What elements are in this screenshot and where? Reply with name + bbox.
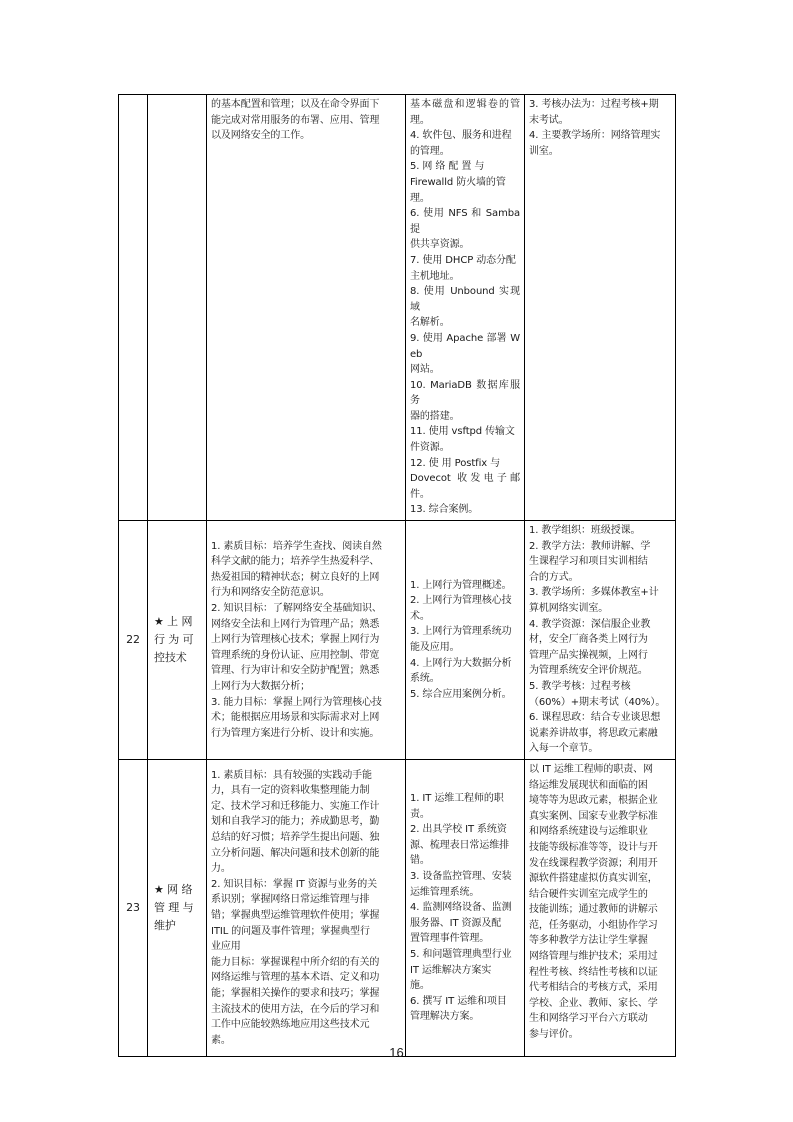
cell-text-line: 5. 教学考核：过程考核 bbox=[529, 680, 631, 692]
cell-text-line: 术。 bbox=[410, 610, 430, 622]
cell-text-line: 行为和网络安全防范意识。 bbox=[211, 587, 330, 599]
cell-text-line: 5. 综合应用案例分析。 bbox=[410, 688, 512, 700]
content-cell bbox=[406, 521, 525, 760]
cell-text-line: 器的搭建。 bbox=[410, 410, 460, 422]
cell-text-line: ITIL 的问题及事件管理；掌握典型行 bbox=[211, 925, 370, 937]
cell-text-line: 5. 和问题管理典型行业 bbox=[410, 948, 512, 960]
cell-text-line: 运维管理系统。 bbox=[410, 886, 480, 898]
cell-text-line: 络运维发展现状和面临的困 bbox=[529, 779, 648, 791]
requirements-cell bbox=[525, 759, 676, 1056]
cell-text-line: 热爱祖国的精神状态；树立良好的上网 bbox=[211, 571, 380, 583]
cell-text-line: 11. 使用 vsftpd 传输文 bbox=[410, 426, 515, 438]
cell-text-line: 4. 监测网络设备、监测 bbox=[410, 902, 512, 914]
cell-text-line: Firewalld 防火墙的管 bbox=[410, 176, 506, 188]
cell-text-line: Dovecot 收发电子邮件。 bbox=[410, 473, 520, 500]
cell-text-line: 4. 教学资源：深信服企业教 bbox=[529, 618, 651, 630]
cell-text-line: 技能等级标准等等，设计与开 bbox=[529, 841, 658, 853]
cell-text-line: 6. 使用 NFS 和 Samba 提 bbox=[410, 208, 520, 235]
course-number-cell: 23 bbox=[119, 759, 148, 1056]
curriculum-table-body bbox=[119, 95, 676, 1057]
cell-text-line: 以及网络安全的工作。 bbox=[211, 130, 310, 142]
cell-text-line: 源软件搭建虚拟仿真实训室， bbox=[529, 873, 658, 885]
cell-text-line: 1. 素质目标：培养学生查找、阅读自然 bbox=[211, 540, 382, 552]
cell-text-line: 能及应用。 bbox=[410, 641, 460, 653]
table-row bbox=[119, 759, 676, 1056]
cell-text-line: 主流技术的使用方法，在今后的学习和 bbox=[211, 1003, 380, 1015]
cell-text-line: 定、技术学习和迁移能力、实施工作计 bbox=[211, 800, 380, 812]
cell-text-line: 8. 使用 Unbound 实现域 bbox=[410, 286, 520, 313]
cell-text-line: 能；掌握相关操作的要求和技巧；掌握 bbox=[211, 987, 380, 999]
cell-text-line: 2. 知识目标：掌握 IT 资源与业务的关 bbox=[211, 878, 378, 890]
content-cell bbox=[406, 759, 525, 1056]
table-row bbox=[119, 521, 676, 760]
cell-text-line: 施。 bbox=[410, 980, 430, 992]
cell-text-line: 网络管理与维护技术；采用过 bbox=[529, 951, 658, 963]
cell-text-line: 错；掌握典型运维管理软件使用；掌握 bbox=[211, 909, 380, 921]
cell-text-line: 发在线课程教学资源；利用开 bbox=[529, 857, 658, 869]
cell-text-line: 材，安全厂商各类上网行为 bbox=[529, 634, 648, 646]
cell-text-line: 生课程学习和项目实训相结 bbox=[529, 556, 648, 568]
cell-text-line: 行 为 可 bbox=[154, 632, 194, 646]
cell-text-line: 入每一个章节。 bbox=[529, 743, 599, 755]
cell-text-line: 网络运维与管理的基本术语、定义和功 bbox=[211, 972, 380, 984]
cell-text-line: 9. 使用 Apache 部署 Web bbox=[410, 332, 520, 360]
cell-text-line: ★ 网 络 bbox=[154, 882, 193, 896]
curriculum-table bbox=[118, 94, 676, 1057]
cell-text-line: 合的方式。 bbox=[529, 571, 579, 583]
cell-text-line: 管理解决方案。 bbox=[410, 1011, 480, 1023]
cell-text-line: 主机地址。 bbox=[410, 270, 460, 282]
cell-text-line: 工作中应能较熟练地应用这些技术元 bbox=[211, 1019, 370, 1031]
cell-text-line: 13. 综合案例。 bbox=[410, 504, 479, 516]
cell-text-line: 名解析。 bbox=[410, 317, 450, 329]
cell-text-line: IT 运维解决方案实 bbox=[410, 964, 492, 976]
cell-text-line: 3. 设备监控管理、安装 bbox=[410, 870, 512, 882]
cell-text-line: 为管理系统安全评价规范。 bbox=[529, 665, 648, 677]
cell-text-line: 4. 上网行为大数据分析 bbox=[410, 657, 512, 669]
cell-text-line: 结合硬件实训室完成学生的 bbox=[529, 888, 648, 900]
cell-text-line: 范，任务驱动，小组协作学习 bbox=[529, 919, 658, 931]
objectives-cell bbox=[207, 759, 406, 1056]
cell-text-line: 6. 撰写 IT 运维和项目 bbox=[410, 995, 507, 1007]
cell-text-line: 代考相结合的考核方式，采用 bbox=[529, 982, 658, 994]
cell-text-line: 3. 考核办法为：过程考核+期 bbox=[529, 99, 659, 110]
cell-text-line: 力。 bbox=[211, 863, 231, 875]
cell-text-line: 1. 教学组织：班级授课。 bbox=[529, 525, 641, 537]
cell-text-line: 以 IT 运维工程师的职责、网 bbox=[529, 763, 653, 775]
cell-text-line: 源、梳理表日常运维排 bbox=[410, 839, 509, 851]
cell-text-line: 维护 bbox=[154, 918, 176, 932]
cell-text-line: 总结的好习惯；培养学生提出问题、独 bbox=[211, 831, 380, 843]
page-number: 16 bbox=[389, 1045, 404, 1060]
cell-text-line: 能力目标：掌握课程中所介绍的有关的 bbox=[211, 956, 380, 968]
cell-text-line: 力，具有一定的资料收集整理能力制 bbox=[211, 785, 370, 797]
cell-text-line: 6. 课程思政：结合专业谈思想 bbox=[529, 712, 661, 724]
cell-text-line: 2. 知识目标：了解网络安全基础知识、 bbox=[211, 603, 382, 614]
course-name-cell bbox=[148, 521, 207, 760]
cell-text-line: 3. 能力目标：掌握上网行为管理核心技 bbox=[211, 696, 382, 708]
cell-text-line: 参与评价。 bbox=[529, 1029, 579, 1041]
cell-text-line: 管理系统的身份认证、应用控制、带宽 bbox=[211, 649, 380, 661]
cell-text-line: 基本磁盘和逻辑卷的管理。 bbox=[410, 99, 520, 126]
cell-text-line: ★ 上 网 bbox=[154, 614, 193, 628]
cell-text-line: 上网行为管理核心技术；掌握上网行为 bbox=[211, 634, 380, 646]
cell-text-line: 说素养讲故事，将思政元素融 bbox=[529, 727, 658, 739]
cell-text-line: 网站。 bbox=[410, 364, 440, 376]
course-name-cell bbox=[148, 759, 207, 1056]
cell-text-line: 2. 出具学校 IT 系统资 bbox=[410, 824, 507, 836]
cell-text-line: 2. 上网行为管理核心技 bbox=[410, 595, 512, 607]
cell-text-line: 4. 软件包、服务和进程 bbox=[410, 130, 512, 142]
cell-text-line: 10. MariaDB 数据库服务 bbox=[410, 379, 520, 407]
cell-text-line: 3. 教学场所：多媒体教室+计 bbox=[529, 587, 659, 599]
cell-text-line: 上网行为大数据分析； bbox=[211, 680, 310, 692]
objectives-cell bbox=[207, 95, 406, 521]
cell-text-line: 管理、行为审计和安全防护配置；熟悉 bbox=[211, 665, 380, 677]
cell-text-line: 末考试。 bbox=[529, 114, 569, 126]
cell-text-line: 1. IT 运维工程师的职 bbox=[410, 792, 504, 804]
cell-text-line: 5. 网 络 配 置 与 bbox=[410, 161, 485, 173]
table-row bbox=[119, 95, 676, 521]
course-number-cell: 22 bbox=[119, 521, 148, 760]
cell-text-line: 控技术 bbox=[154, 650, 187, 664]
cell-text-line: 技能训练；通过教师的讲解示 bbox=[529, 904, 658, 916]
content-cell bbox=[406, 95, 525, 521]
objectives-cell bbox=[207, 521, 406, 760]
cell-text-line: 学校、企业、教师、家长、学 bbox=[529, 997, 658, 1009]
cell-text-line: 真实案例、国家专业教学标准 bbox=[529, 810, 658, 822]
cell-text-line: 置管理事件管理。 bbox=[410, 933, 490, 945]
cell-text-line: 的基本配置和管理；以及在命令界面下 bbox=[211, 99, 380, 110]
cell-text-line: 术；能根据应用场景和实际需求对上网 bbox=[211, 712, 380, 724]
cell-text-line: 件资源。 bbox=[410, 442, 450, 454]
cell-text-line: 3. 上网行为管理系统功 bbox=[410, 626, 512, 638]
cell-text-line: 1. 素质目标：具有较强的实践动手能 bbox=[211, 769, 372, 781]
cell-text-line: 系统。 bbox=[410, 673, 440, 685]
cell-text-line: 1. 上网行为管理概述。 bbox=[410, 579, 512, 591]
requirements-cell bbox=[525, 521, 676, 760]
cell-text-line: 错。 bbox=[410, 855, 430, 867]
cell-text-line: （60%）+期末考试（40%）。 bbox=[529, 696, 666, 708]
course-name-cell bbox=[148, 95, 207, 521]
cell-text-line: 4. 主要教学场所：网络管理实 bbox=[529, 130, 661, 142]
cell-text-line: 服务器、IT 资源及配 bbox=[410, 917, 502, 929]
cell-text-line: 划和自我学习的能力；养成勤思考，勤 bbox=[211, 816, 380, 828]
cell-text-line: 网络安全法和上网行为管理产品；熟悉 bbox=[211, 618, 380, 630]
cell-text-line: 和网络系统建设与运维职业 bbox=[529, 826, 648, 838]
cell-text-line: 7. 使用 DHCP 动态分配 bbox=[410, 254, 516, 266]
cell-text-line: 能完成对常用服务的布署、应用、管理 bbox=[211, 114, 380, 126]
cell-text-line: 理。 bbox=[410, 192, 430, 204]
cell-text-line: 行为管理方案进行分析、设计和实施。 bbox=[211, 727, 380, 739]
requirements-cell bbox=[525, 95, 676, 521]
cell-text-line: 境等等为思政元素，根据企业 bbox=[529, 795, 658, 807]
cell-text-line: 立分析问题、解决问题和技术创新的能 bbox=[211, 847, 380, 859]
cell-text-line: 12. 使 用 Postfix 与 bbox=[410, 457, 501, 469]
cell-text-line: 供共享资源。 bbox=[410, 239, 470, 251]
cell-text-line: 2. 教学方法：教师讲解、学 bbox=[529, 540, 651, 552]
cell-text-line: 生和网络学习平台六方联动 bbox=[529, 1013, 648, 1025]
cell-text-line: 责。 bbox=[410, 808, 430, 820]
cell-text-line: 管理产品实操视频，上网行 bbox=[529, 649, 648, 661]
cell-text-line: 系识别；掌握网络日常运维管理与排 bbox=[211, 894, 370, 906]
cell-text-line: 科学文献的能力；培养学生热爱科学、 bbox=[211, 556, 380, 568]
cell-text-line: 的管理。 bbox=[410, 145, 450, 157]
cell-text-line: 训室。 bbox=[529, 145, 559, 157]
course-number-cell bbox=[119, 95, 148, 521]
cell-text-line: 素。 bbox=[211, 1034, 231, 1046]
cell-text-line: 业应用 bbox=[211, 941, 241, 953]
cell-text-line: 程性考核、终结性考核和以证 bbox=[529, 966, 658, 978]
cell-text-line: 管 理 与 bbox=[154, 900, 194, 914]
cell-text-line: 等多种教学方法让学生掌握 bbox=[529, 935, 648, 947]
cell-text-line: 算机网络实训室。 bbox=[529, 603, 609, 614]
